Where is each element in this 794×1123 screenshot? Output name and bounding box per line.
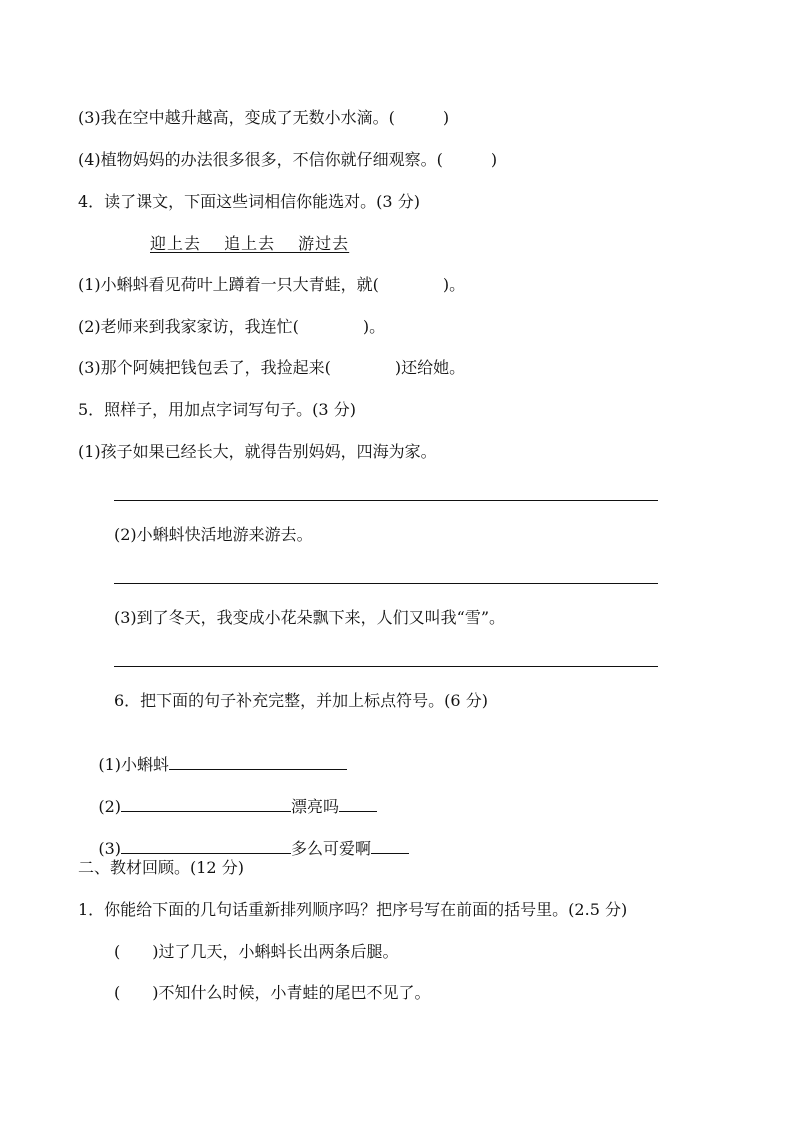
q5-item-2: (2)小蝌蚪快活地游来游去。 xyxy=(114,525,313,544)
q4-item-1: (1)小蝌蚪看见荷叶上蹲着一只大青蛙，就( )。 xyxy=(78,275,466,294)
q6-item-2-text: 漂亮吗 xyxy=(291,797,340,816)
q6-item-1-prefix: (1)小蝌蚪 xyxy=(98,755,170,774)
q6-item-3-text: 多么可爱啊 xyxy=(291,839,372,858)
q6-item-1-blank[interactable] xyxy=(169,753,347,770)
part2-title: 二、教材回顾。(12 分) xyxy=(78,858,244,877)
part2-q1-title: 1．你能给下面的几句话重新排列顺序吗？把序号写在前面的括号里。(2.5 分) xyxy=(78,900,628,919)
q5-answer-line-3[interactable] xyxy=(114,666,658,667)
q6-item-3-punct-blank[interactable] xyxy=(371,837,409,854)
q5-answer-line-2[interactable] xyxy=(114,583,658,584)
q6-title: 6．把下面的句子补充完整，并加上标点符号。(6 分) xyxy=(114,691,488,710)
q5-item-1: (1)孩子如果已经长大，就得告别妈妈，四海为家。 xyxy=(78,442,437,461)
part2-q1-item-1: ( )过了几天，小蝌蚪长出两条后腿。 xyxy=(114,942,399,961)
q6-item-3-blank[interactable] xyxy=(121,837,291,854)
q4-title: 4．读了课文，下面这些词相信你能选对。(3 分) xyxy=(78,192,420,211)
q5-item-3: (3)到了冬天，我变成小花朵飘下来，人们又叫我“雪”。 xyxy=(114,608,506,627)
q5-title: 5．照样子，用加点字词写句子。(3 分) xyxy=(78,400,356,419)
s1-item-3: (3)我在空中越升越高，变成了无数小水滴。( ) xyxy=(78,108,450,127)
q4-item-2: (2)老师来到我家家访，我连忙( )。 xyxy=(78,317,386,336)
q6-item-2-punct-blank[interactable] xyxy=(339,795,377,812)
s1-item-4: (4)植物妈妈的办法很多很多，不信你就仔细观察。( ) xyxy=(78,150,498,169)
q6-item-3-prefix: (3) xyxy=(98,839,122,858)
q6-item-2-blank[interactable] xyxy=(121,795,291,812)
q5-answer-line-1[interactable] xyxy=(114,500,658,501)
q4-item-3: (3)那个阿姨把钱包丢了，我捡起来( )还给她。 xyxy=(78,358,466,377)
q6-item-2-prefix: (2) xyxy=(98,797,122,816)
q4-word-bank: 迎上去 追上去 游过去 xyxy=(150,234,350,253)
part2-q1-item-2: ( )不知什么时候，小青蛙的尾巴不见了。 xyxy=(114,983,431,1002)
